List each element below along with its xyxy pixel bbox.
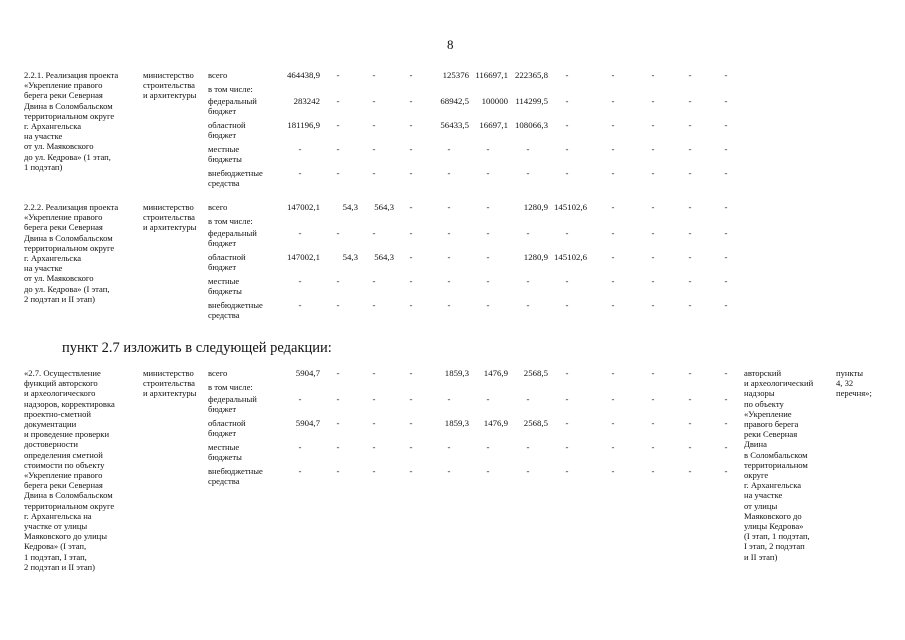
value-cell: - [565,228,569,238]
value-cell: - [336,418,340,428]
value-cell: 100000 [481,96,508,106]
value-cell: - [372,368,376,378]
finance-source-label: в том числе: [208,216,253,226]
value-cell: - [724,168,728,178]
value-cell: - [486,168,490,178]
value-cell: - [486,276,490,286]
executor: министерство строительства и архитектуры [143,70,197,101]
value-cell: - [409,466,413,476]
item-title: «2.7. Осуществление функций авторского и археологического надзоров, корректировка проектно-сметной документации и проведение проверки достоверности определения сметной стоимости по объекту «Укрепление правого берега реки Северная Двина в Соломбальском территориальном округе г. Архангельска на участке от улицы Маяковского до улицы Кедрова» (I этап, 1 подэтап, I этап, 2 подэтап и II этап) [24,368,115,572]
value-cell: - [688,96,692,106]
finance-source-label: в том числе: [208,382,253,392]
value-cell: 564,3 [374,252,394,262]
value-cell: - [336,368,340,378]
value-cell: - [651,368,655,378]
finance-source-label: в том числе: [208,84,253,94]
value-cell: - [565,168,569,178]
value-cell: - [565,368,569,378]
value-cell: - [486,228,490,238]
value-cell: - [611,120,615,130]
value-cell: - [565,70,569,80]
value-cell: - [336,466,340,476]
value-cell: - [688,300,692,310]
value-cell: - [651,120,655,130]
value-cell: - [298,394,302,404]
finance-source-label: местные бюджеты [208,144,242,165]
value-cell: 114299,5 [515,96,548,106]
value-cell: - [372,466,376,476]
value-cell: - [651,144,655,154]
value-cell: - [651,252,655,262]
value-cell: - [486,144,490,154]
value-cell: - [688,418,692,428]
value-cell: 181196,9 [287,120,320,130]
value-cell: - [688,120,692,130]
value-cell: - [724,300,728,310]
expected-result: авторский и археологический надзоры по объекту «Укрепление правого берега реки Северная Двина в Соломбальском территориальном округе г. Архангельска на участке от улицы Маяковского до улицы Кедрова» (I этап, 1 подэтап, I этап, 2 подэтап и II этап) [744,368,814,562]
value-cell: - [486,442,490,452]
value-cell: - [565,120,569,130]
value-cell: - [611,168,615,178]
executor: министерство строительства и архитектуры [143,202,197,233]
value-cell: 147002,1 [287,252,320,262]
value-cell: - [486,252,490,262]
value-cell: - [447,168,451,178]
finance-source-label: всего [208,368,228,378]
value-cell: - [336,442,340,452]
list-reference: пункты 4, 32 перечня»; [836,368,872,399]
page-number: 8 [447,37,454,52]
value-cell: - [724,252,728,262]
value-cell: - [526,276,530,286]
value-cell: - [409,70,413,80]
value-cell: 1280,9 [523,202,548,212]
value-cell: - [724,202,728,212]
value-cell: - [409,144,413,154]
value-cell: - [565,144,569,154]
finance-source-label: внебюджетные средства [208,466,263,487]
value-cell: - [651,96,655,106]
value-cell: - [526,300,530,310]
value-cell: - [409,252,413,262]
value-cell: - [336,228,340,238]
value-cell: - [409,368,413,378]
value-cell: - [336,120,340,130]
value-cell: 16697,1 [479,120,508,130]
value-cell: - [372,394,376,404]
value-cell: - [688,368,692,378]
value-cell: - [447,300,451,310]
value-cell: - [565,418,569,428]
item-title: 2.2.2. Реализация проекта «Укрепление правого берега реки Северная Двина в Соломбальском территориальном округе г. Архангельска на участке от ул. Маяковского до ул. Кедрова» (I этап, 2 подэтап и II этап) [24,202,119,304]
value-cell: 145102,6 [554,252,587,262]
executor: министерство строительства и архитектуры [143,368,197,399]
value-cell: - [724,96,728,106]
value-cell: - [409,96,413,106]
finance-source-label: внебюджетные средства [208,300,263,321]
value-cell: - [298,466,302,476]
finance-source-label: всего [208,202,228,212]
value-cell: - [486,202,490,212]
value-cell: - [447,252,451,262]
value-cell: - [447,144,451,154]
finance-source-label: всего [208,70,228,80]
value-cell: - [724,368,728,378]
value-cell: - [651,300,655,310]
value-cell: - [688,228,692,238]
value-cell: - [298,228,302,238]
value-cell: - [688,202,692,212]
value-cell: 1859,3 [444,418,469,428]
section-heading: пункт 2.7 изложить в следующей редакции: [62,340,332,356]
value-cell: 68942,5 [440,96,469,106]
value-cell: - [336,96,340,106]
value-cell: - [372,120,376,130]
value-cell: - [651,442,655,452]
value-cell: - [724,144,728,154]
value-cell: - [409,120,413,130]
value-cell: - [611,466,615,476]
value-cell: - [611,300,615,310]
value-cell: - [611,252,615,262]
value-cell: - [336,276,340,286]
value-cell: 564,3 [374,202,394,212]
value-cell: - [409,168,413,178]
value-cell: - [651,394,655,404]
value-cell: - [688,442,692,452]
value-cell: - [409,418,413,428]
value-cell: - [526,442,530,452]
value-cell: - [336,300,340,310]
finance-source-label: внебюджетные средства [208,168,263,189]
value-cell: - [565,466,569,476]
value-cell: 2568,5 [523,368,548,378]
value-cell: - [688,144,692,154]
value-cell: - [651,276,655,286]
value-cell: 1859,3 [444,368,469,378]
value-cell: - [372,276,376,286]
value-cell: 283242 [293,96,320,106]
value-cell: 1476,9 [483,418,508,428]
value-cell: - [447,466,451,476]
value-cell: - [688,466,692,476]
value-cell: - [651,168,655,178]
value-cell: - [526,144,530,154]
finance-source-label: федеральный бюджет [208,96,257,117]
value-cell: - [651,466,655,476]
value-cell: - [651,202,655,212]
value-cell: - [611,96,615,106]
value-cell: - [724,442,728,452]
value-cell: - [611,442,615,452]
value-cell: - [651,228,655,238]
value-cell: - [651,70,655,80]
value-cell: 108066,3 [515,120,548,130]
value-cell: - [688,168,692,178]
finance-source-label: местные бюджеты [208,442,242,463]
value-cell: - [372,168,376,178]
value-cell: - [298,168,302,178]
value-cell: - [336,394,340,404]
value-cell: - [409,442,413,452]
value-cell: - [336,70,340,80]
value-cell: - [688,252,692,262]
value-cell: - [486,394,490,404]
value-cell: - [372,300,376,310]
value-cell: - [611,144,615,154]
value-cell: 222365,8 [515,70,548,80]
value-cell: - [611,394,615,404]
value-cell: - [565,96,569,106]
value-cell: - [447,228,451,238]
value-cell: - [372,144,376,154]
value-cell: - [447,202,451,212]
value-cell: - [565,442,569,452]
value-cell: - [611,276,615,286]
value-cell: - [372,228,376,238]
value-cell: - [298,276,302,286]
value-cell: 145102,6 [554,202,587,212]
value-cell: - [688,394,692,404]
value-cell: 1280,9 [523,252,548,262]
value-cell: - [298,144,302,154]
finance-source-label: федеральный бюджет [208,228,257,249]
value-cell: - [372,442,376,452]
value-cell: - [486,300,490,310]
value-cell: - [486,466,490,476]
value-cell: - [724,120,728,130]
value-cell: - [724,418,728,428]
finance-source-label: областной бюджет [208,252,246,273]
value-cell: - [611,368,615,378]
value-cell: - [611,418,615,428]
finance-source-label: местные бюджеты [208,276,242,297]
value-cell: - [336,144,340,154]
value-cell: - [336,168,340,178]
value-cell: 5904,7 [295,418,320,428]
value-cell: - [372,418,376,428]
value-cell: - [611,70,615,80]
value-cell: - [409,394,413,404]
value-cell: - [409,202,413,212]
value-cell: 116697,1 [475,70,508,80]
value-cell: - [724,276,728,286]
value-cell: 464438,9 [287,70,320,80]
value-cell: - [298,300,302,310]
value-cell: - [526,466,530,476]
value-cell: 54,3 [342,252,358,262]
value-cell: - [526,168,530,178]
item-title: 2.2.1. Реализация проекта «Укрепление правого берега реки Северная Двина в Соломбальском территориальном округе г. Архангельска на участке от ул. Маяковского до ул. Кедрова» (1 этап, 1 подэтап) [24,70,119,172]
value-cell: - [611,228,615,238]
value-cell: 2568,5 [523,418,548,428]
value-cell: - [565,276,569,286]
value-cell: - [447,276,451,286]
value-cell: - [688,276,692,286]
finance-source-label: областной бюджет [208,418,246,439]
value-cell: - [565,300,569,310]
value-cell: - [611,202,615,212]
value-cell: - [372,70,376,80]
value-cell: 56433,5 [440,120,469,130]
value-cell: - [409,228,413,238]
value-cell: - [526,228,530,238]
value-cell: - [526,394,530,404]
value-cell: 125376 [442,70,469,80]
finance-source-label: областной бюджет [208,120,246,141]
value-cell: 1476,9 [483,368,508,378]
value-cell: - [724,394,728,404]
value-cell: 54,3 [342,202,358,212]
value-cell: - [724,466,728,476]
value-cell: 147002,1 [287,202,320,212]
value-cell: - [409,300,413,310]
value-cell: - [724,70,728,80]
value-cell: - [688,70,692,80]
value-cell: - [409,276,413,286]
value-cell: - [372,96,376,106]
value-cell: - [565,394,569,404]
value-cell: - [651,418,655,428]
value-cell: - [447,442,451,452]
value-cell: 5904,7 [295,368,320,378]
finance-source-label: федеральный бюджет [208,394,257,415]
value-cell: - [724,228,728,238]
value-cell: - [298,442,302,452]
value-cell: - [447,394,451,404]
